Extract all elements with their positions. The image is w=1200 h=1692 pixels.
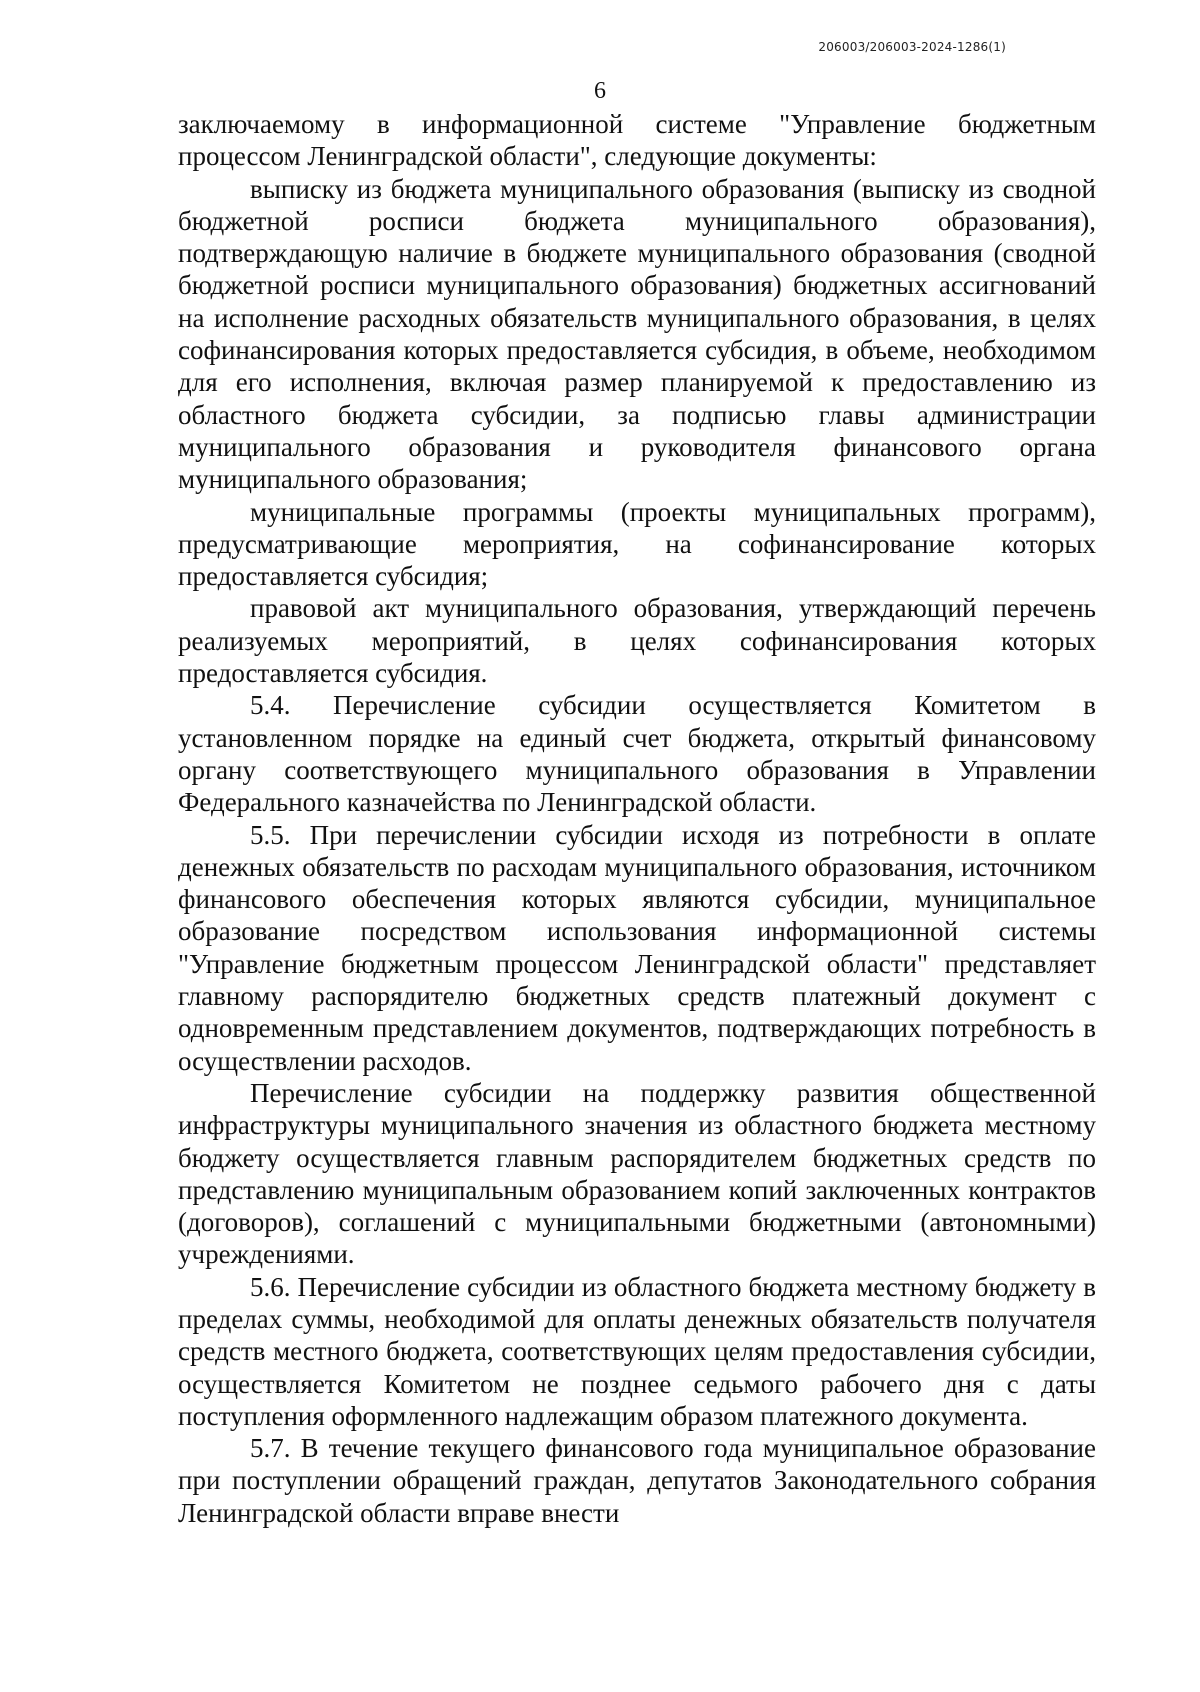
document-registration-number: 206003/206003-2024-1286(1)	[818, 40, 1006, 54]
paragraph-municipal-programs: муниципальные программы (проекты муниципальных программ), предусматривающие мероприятия, на софинансирование которых предоставляется субсидия;	[178, 496, 1096, 592]
paragraph-5-4: 5.4. Перечисление субсидии осуществляется Комитетом в установленном порядке на единый счет бюджета, открытый финансовому органу соответствующего муниципального образования в Управлении Федерального казначейства по Ленинградской области.	[178, 690, 1096, 818]
paragraph-legal-act: правовой акт муниципального образования, утверждающий перечень реализуемых мероприятий, в целях софинансирования которых предоставляется субсидия.	[178, 593, 1096, 689]
document-body	[178, 108, 1096, 1529]
paragraph-continuation: заключаемому в информационной системе "Управление бюджетным процессом Ленинградской области", следующие документы:	[178, 109, 1096, 172]
paragraph-5-5: 5.5. При перечислении субсидии исходя из потребности в оплате денежных обязательств по расходам муниципального образования, источником финансового обеспечения которых являются субсидии, муниципальное образование посредством использования информационной системы "Управление бюджетным процессом Ленинградской области" представляет главному распорядителю бюджетных средств платежный документ с одновременным представлением документов, подтверждающих потребность в осуществлении расходов.	[178, 819, 1096, 1076]
paragraph-budget-extract: выписку из бюджета муниципального образования (выписку из сводной бюджетной росписи бюджета муниципального образования), подтверждающую наличие в бюджете муниципального образования (сводной бюджетной росписи муниципального образования) бюджетных ассигнований на исполнение расходных обязательств муниципального образования, в целях софинансирования которых предоставляется субсидия, в объеме, необходимом для его исполнения, включая размер планируемой к предоставлению из областного бюджета субсидии, за подписью главы администрации муниципального образования и руководителя финансового органа муниципального образования;	[178, 173, 1096, 495]
paragraph-5-6: 5.6. Перечисление субсидии из областного бюджета местному бюджету в пределах суммы, необходимой для оплаты денежных обязательств получателя средств местного бюджета, соответствующих целям предоставления субсидии, осуществляется Комитетом не позднее седьмого рабочего дня с даты поступления оформленного надлежащим образом платежного документа.	[178, 1271, 1096, 1431]
page-number: 6	[594, 78, 606, 104]
paragraph-infrastructure-transfer: Перечисление субсидии на поддержку развития общественной инфраструктуры муниципального значения из областного бюджета местному бюджету осуществляется главным распорядителем бюджетных средств по представлению муниципальным образованием копий заключенных контрактов (договоров), соглашений с муниципальными бюджетными (автономными) учреждениями.	[178, 1077, 1096, 1270]
paragraph-5-7: 5.7. В течение текущего финансового года муниципальное образование при поступлении обращений граждан, депутатов Законодательного собрания Ленинградской области вправе внести	[178, 1433, 1096, 1528]
